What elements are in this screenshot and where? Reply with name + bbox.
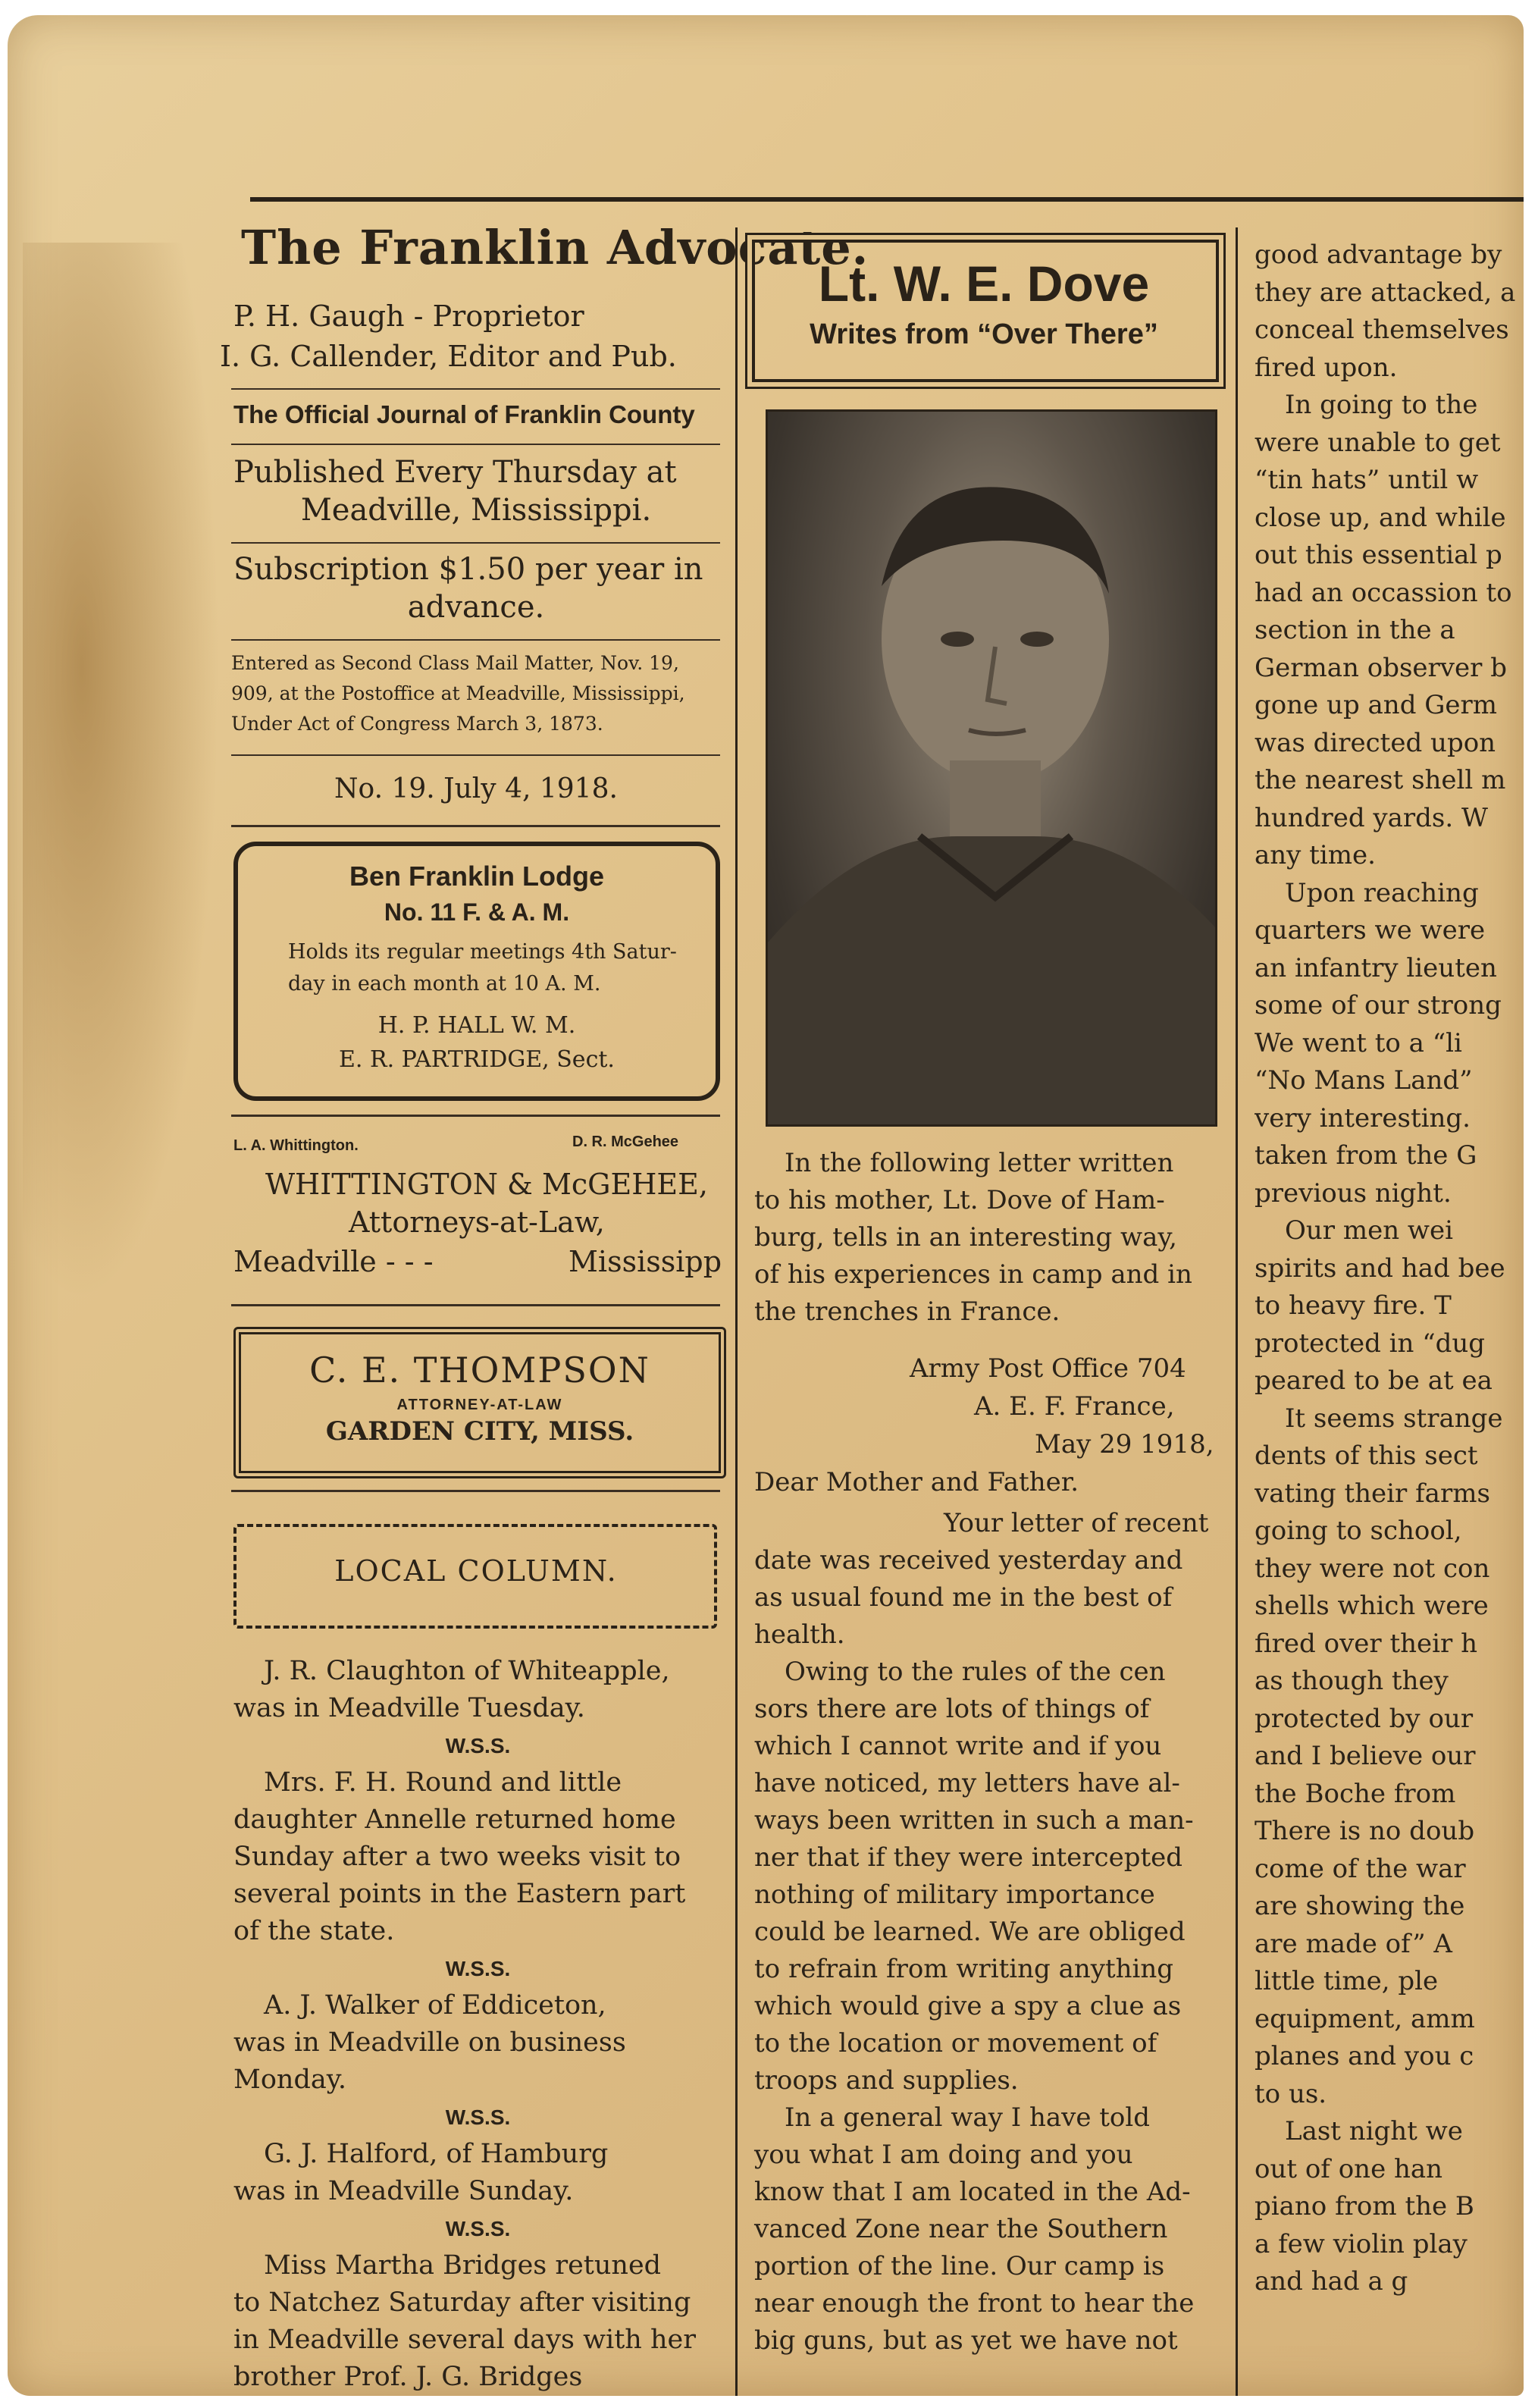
right-line: they were not con: [1255, 1553, 1490, 1584]
letter-line: troops and supplies.: [754, 2065, 1019, 2096]
lodge-line-3: H. P. HALL W. M.: [377, 1012, 576, 1039]
lodge-line-2: day in each month at 10 A. M.: [288, 972, 601, 995]
lodge-title: Ben Franklin Lodge: [349, 861, 605, 892]
right-line: Our men wei: [1285, 1215, 1453, 1246]
right-line: to us.: [1255, 2078, 1327, 2109]
right-line: are made of” A: [1255, 1928, 1452, 1959]
divider: [231, 754, 720, 756]
right-line: the nearest shell m: [1255, 765, 1506, 795]
lodge-number: No. 11 F. & A. M.: [384, 898, 570, 926]
right-line: was directed upon: [1255, 727, 1496, 758]
attorney-name-right: D. R. McGehee: [572, 1133, 679, 1150]
column-divider-right: [1236, 227, 1238, 2396]
right-line: some of our strong: [1255, 990, 1502, 1021]
local-item-line: Monday.: [233, 2065, 346, 2095]
right-line: taken from the G: [1255, 1140, 1477, 1171]
attorney-firm: WHITTINGTON & McGEHEE,: [265, 1168, 708, 1201]
right-column-text: [1255, 237, 1524, 2301]
letter-line: which would give a spy a clue as: [754, 1991, 1182, 2021]
right-line: We went to a “li: [1255, 1027, 1462, 1058]
divider: [231, 1490, 720, 1492]
local-item-line: of the state.: [233, 1916, 395, 1946]
right-line: quarters we were: [1255, 915, 1486, 945]
right-line: There is no doub: [1255, 1816, 1475, 1846]
right-line: piano from the B: [1255, 2191, 1474, 2221]
right-line: peared to be at ea: [1255, 1365, 1493, 1396]
letter-address-2: A. E. F. France,: [974, 1391, 1175, 1422]
right-line: to heavy fire. T: [1255, 1290, 1452, 1321]
local-item-line: A. J. Walker of Eddiceton,: [264, 1990, 606, 2021]
thompson-title: ATTORNEY-AT-LAW: [396, 1397, 563, 1413]
right-line: come of the war: [1255, 1853, 1466, 1884]
attorney-location-right: Mississipp: [569, 1245, 722, 1278]
letter-line: nothing of military importance: [754, 1880, 1155, 1910]
local-item-line: brother Prof. J. G. Bridges: [233, 2362, 583, 2392]
right-line: are showing the: [1255, 1891, 1465, 1921]
right-line: going to school,: [1255, 1516, 1462, 1546]
letter-line: to the location or movement of: [754, 2028, 1157, 2058]
local-item-line: was in Meadville Tuesday.: [233, 1693, 585, 1723]
letter-line: which I cannot write and if you: [754, 1731, 1162, 1761]
letter-line: the trenches in France.: [754, 1296, 1060, 1327]
published-line-2: Meadville, Mississippi.: [300, 493, 652, 528]
letter-address-3: May 29 1918,: [1035, 1429, 1214, 1460]
letter-line: of his experiences in camp and in: [754, 1259, 1192, 1290]
right-line: gone up and Germ: [1255, 690, 1498, 720]
right-line: had an occassion to: [1255, 577, 1512, 608]
letter-line: sors there are lots of things of: [754, 1694, 1150, 1724]
local-item-line: G. J. Halford, of Hamburg: [264, 2139, 609, 2169]
lodge-line-1: Holds its regular meetings 4th Satur-: [288, 940, 677, 964]
divider: [231, 1304, 720, 1306]
right-line: previous night.: [1255, 1177, 1452, 1209]
letter-line: know that I am located in the Ad-: [754, 2177, 1191, 2207]
proprietor-line: P. H. Gaugh - Proprietor: [233, 299, 584, 333]
right-line: “tin hats” until w: [1255, 465, 1479, 495]
right-line: close up, and while: [1255, 502, 1506, 533]
right-line: vating their farms: [1255, 1478, 1490, 1509]
lodge-line-4: E. R. PARTRIDGE, Sect.: [339, 1046, 615, 1073]
right-line: out of one han: [1255, 2153, 1443, 2184]
right-line: a few violin play: [1255, 2228, 1468, 2259]
right-line: German observer b: [1255, 652, 1507, 683]
letter-line: health.: [754, 1619, 845, 1650]
divider: [231, 825, 720, 827]
right-line: the Boche from: [1255, 1778, 1456, 1809]
letter-line: have noticed, my letters have al-: [754, 1768, 1180, 1798]
letter-body: [754, 1505, 1224, 2359]
letter-line: ways been written in such a man-: [754, 1805, 1194, 1836]
letter-line: portion of the line. Our camp is: [754, 2251, 1165, 2281]
local-item-line: was in Meadville Sunday.: [233, 2176, 574, 2206]
editor-line: I. G. Callender, Editor and Pub.: [220, 340, 677, 373]
letter-intro: [754, 1145, 1224, 1331]
right-line: any time.: [1255, 840, 1376, 870]
thompson-city: GARDEN CITY, MISS.: [325, 1416, 634, 1447]
right-line: “No Mans Land”: [1255, 1065, 1473, 1096]
right-line: very interesting.: [1255, 1102, 1471, 1133]
letter-line: could be learned. We are obliged: [754, 1917, 1186, 1947]
letter-line: you what I am doing and you: [754, 2140, 1133, 2170]
right-line: spirits and had bee: [1255, 1253, 1505, 1284]
entered-line-2: 909, at the Postoffice at Meadville, Mississippi,: [231, 682, 685, 704]
local-item-line: Sunday after a two weeks visit to: [233, 1842, 681, 1872]
local-column-title: LOCAL COLUMN.: [334, 1554, 618, 1588]
headline-subtitle: Writes from “Over There”: [810, 318, 1158, 350]
thompson-name: C. E. THOMPSON: [309, 1350, 650, 1391]
right-line: In going to the: [1285, 390, 1478, 420]
masthead: The Franklin Advocate.: [241, 220, 869, 275]
local-item-line: several points in the Eastern part: [233, 1879, 686, 1909]
right-line: Last night we: [1285, 2116, 1463, 2146]
right-line: section in the a: [1255, 615, 1455, 645]
right-line: were unable to get: [1255, 427, 1501, 458]
letter-line: as usual found me in the best of: [754, 1582, 1173, 1613]
right-line: It seems strange: [1285, 1403, 1503, 1434]
right-line: they are attacked, a: [1255, 277, 1516, 308]
right-line: protected by our: [1255, 1703, 1474, 1734]
letter-line: Your letter of recent: [944, 1508, 1209, 1538]
divider: [231, 1115, 720, 1117]
local-item-line: Miss Martha Bridges retuned: [264, 2250, 662, 2281]
column-divider-left: [735, 227, 738, 2396]
letter-line: Owing to the rules of the cen: [785, 1657, 1166, 1687]
entered-line-1: Entered as Second Class Mail Matter, Nov. 19,: [231, 652, 679, 674]
right-line: little time, ple: [1255, 1966, 1439, 1996]
local-item-line: Mrs. F. H. Round and little: [264, 1767, 622, 1798]
subscription-line-2: advance.: [407, 590, 545, 625]
right-line: conceal themselves: [1255, 315, 1509, 345]
right-line: equipment, amm: [1255, 2003, 1475, 2034]
subscription-line-1: Subscription $1.50 per year in: [233, 552, 703, 587]
right-line: good advantage by: [1255, 240, 1502, 270]
divider: [231, 388, 720, 390]
letter-line: near enough the front to hear the: [754, 2288, 1195, 2319]
wss-divider: W.S.S.: [445, 2217, 511, 2240]
right-line: dents of this sect: [1255, 1441, 1478, 1471]
soldier-portrait-icon: [768, 412, 1215, 1124]
top-rule: [250, 197, 1524, 202]
letter-line: In the following letter written: [785, 1148, 1174, 1178]
published-line-1: Published Every Thursday at: [233, 455, 677, 490]
right-line: and I believe our: [1255, 1741, 1476, 1771]
right-line: Upon reaching: [1285, 877, 1479, 908]
letter-line: ner that if they were intercepted: [754, 1842, 1183, 1873]
letter-line: In a general way I have told: [785, 2102, 1151, 2133]
portrait-photo: [766, 409, 1217, 1127]
local-item-line: daughter Annelle returned home: [233, 1804, 676, 1835]
local-item-line: to Natchez Saturday after visiting: [233, 2287, 691, 2318]
headline-title: Lt. W. E. Dove: [818, 256, 1150, 312]
right-line: and had a g: [1255, 2266, 1408, 2297]
wss-divider: W.S.S.: [445, 1957, 511, 1980]
right-line: fired upon.: [1255, 352, 1398, 383]
attorney-name-left: L. A. Whittington.: [233, 1137, 359, 1154]
divider: [231, 444, 720, 445]
wss-divider: W.S.S.: [445, 1734, 511, 1757]
letter-address-1: Army Post Office 704: [910, 1353, 1186, 1384]
letter-line: burg, tells in an interesting way,: [754, 1222, 1177, 1253]
letter-line: date was received yesterday and: [754, 1545, 1183, 1576]
right-line: hundred yards. W: [1255, 802, 1488, 833]
right-line: an infantry lieuten: [1255, 952, 1497, 983]
attorney-title: Attorneys-at-Law,: [349, 1206, 605, 1239]
right-line: planes and you c: [1255, 2041, 1474, 2071]
letter-salutation: Dear Mother and Father.: [754, 1467, 1079, 1497]
attorney-location-left: Meadville - - -: [233, 1245, 434, 1278]
divider: [231, 639, 720, 641]
local-item-line: in Meadville several days with her: [233, 2325, 696, 2355]
right-line: as though they: [1255, 1666, 1449, 1696]
letter-line: to refrain from writing anything: [754, 1954, 1174, 1984]
right-line: fired over their h: [1255, 1628, 1477, 1659]
right-line: shells which were: [1255, 1591, 1489, 1621]
local-item-line: J. R. Claughton of Whiteapple,: [264, 1656, 670, 1686]
local-items: [233, 1653, 722, 2396]
letter-line: big guns, but as yet we have not: [754, 2325, 1178, 2356]
right-line: protected in “dug: [1255, 1328, 1486, 1359]
divider: [231, 542, 720, 544]
wss-divider: W.S.S.: [445, 2105, 511, 2129]
water-stain: [23, 243, 220, 1304]
entered-line-3: Under Act of Congress March 3, 1873.: [231, 713, 603, 735]
local-item-line: was in Meadville on business: [233, 2027, 626, 2058]
right-line: out this essential p: [1255, 540, 1502, 570]
issue-line: No. 19. July 4, 1918.: [334, 773, 618, 804]
letter-line: to his mother, Lt. Dove of Ham-: [754, 1185, 1165, 1215]
journal-line: The Official Journal of Franklin County: [233, 400, 695, 428]
newspaper-page: [8, 15, 1524, 2396]
letter-line: vanced Zone near the Southern: [754, 2214, 1168, 2244]
